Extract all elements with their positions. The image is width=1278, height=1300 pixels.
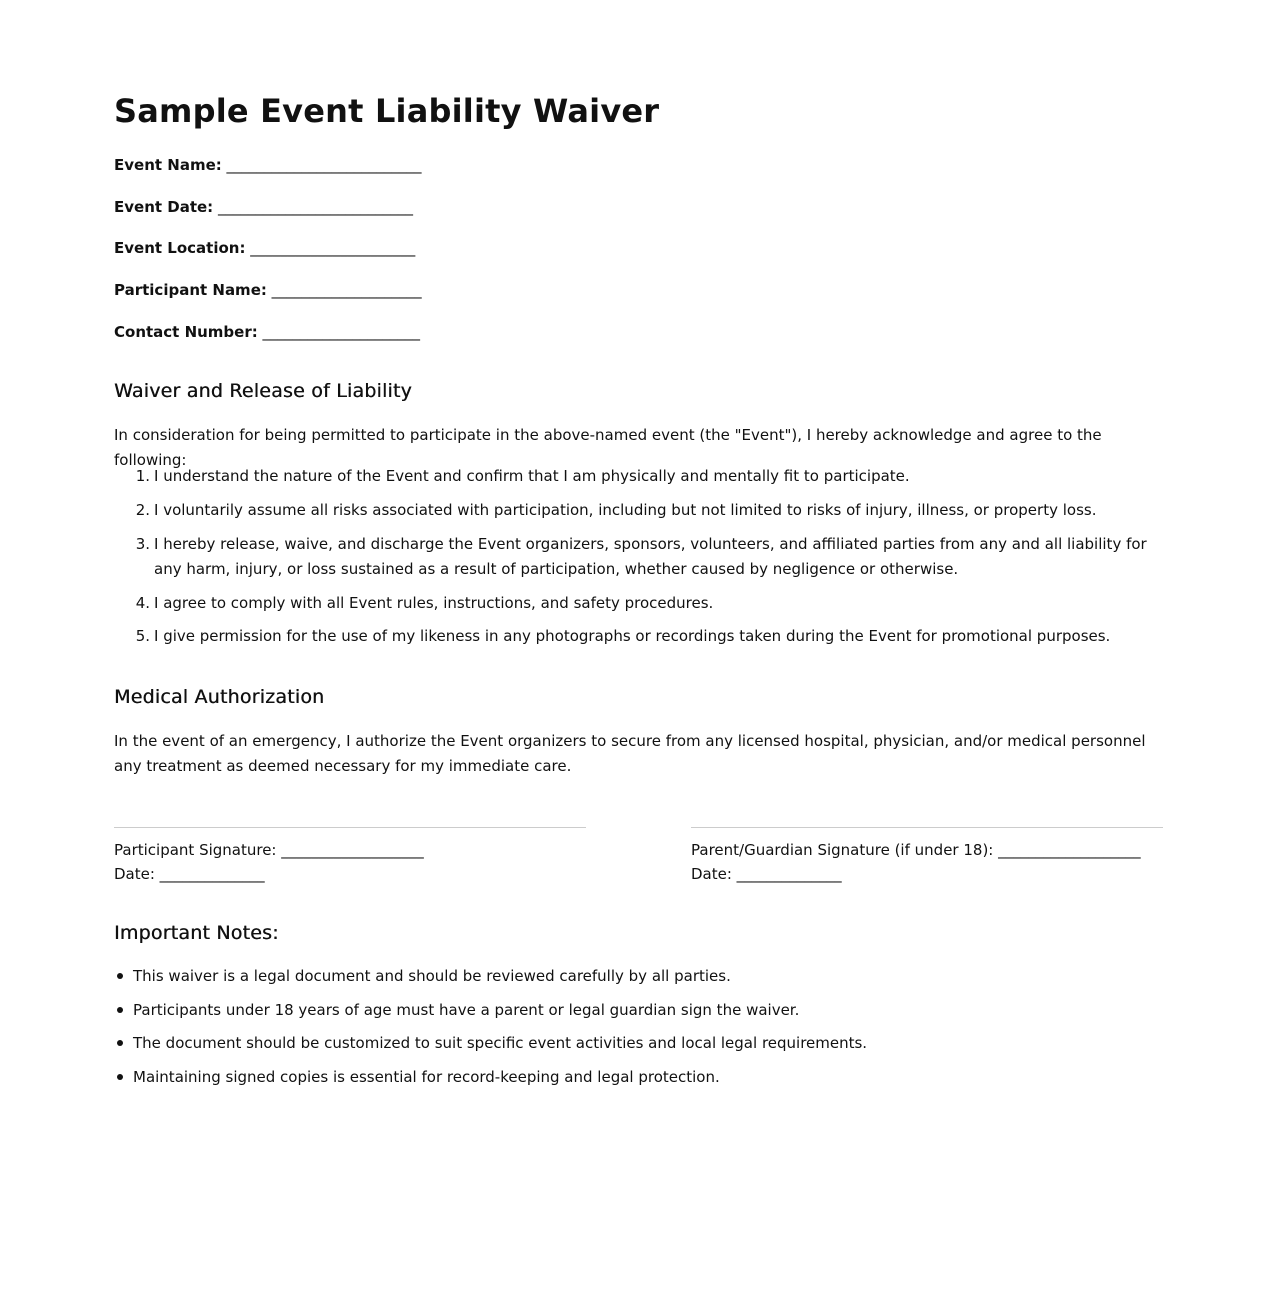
list-item-text: This waiver is a legal document and should be reviewed carefully by all parties. [133, 967, 731, 985]
list-item [133, 1065, 1133, 1090]
medical-heading: Medical Authorization [114, 686, 325, 708]
list-item-text: Maintaining signed copies is essential for record-keeping and legal protection. [133, 1068, 720, 1086]
list-item [133, 998, 1133, 1023]
waiver-heading: Waiver and Release of Liability [114, 380, 412, 402]
list-item-text: I understand the nature of the Event and confirm that I am physically and mentally fit to participate. [154, 467, 910, 485]
field-event-date [114, 197, 413, 217]
participant-signature-block [114, 827, 586, 886]
list-number: 1. [135, 467, 150, 485]
participant-date-line: Date: ______________ [114, 865, 265, 883]
list-item [135, 624, 1154, 649]
page-title: Sample Event Liability Waiver [114, 92, 660, 130]
bullet-icon [117, 1007, 123, 1013]
field-label: Participant Name: [114, 281, 267, 299]
participant-signature-line: Participant Signature: ___________________ [114, 841, 424, 859]
field-event-location [114, 238, 415, 258]
list-item [133, 1031, 1133, 1056]
notes-heading: Important Notes: [114, 922, 279, 944]
list-item [135, 532, 1154, 582]
field-blank: _____________________ [262, 323, 421, 341]
list-item-text: I agree to comply with all Event rules, instructions, and safety procedures. [154, 594, 714, 612]
list-item-text: The document should be customized to suit specific event activities and local legal requirements. [133, 1034, 868, 1052]
field-blank: ______________________ [250, 239, 416, 257]
medical-text: In the event of an emergency, I authorize the Event organizers to secure from any licensed hospital, physician, and/or medical personnel any treatment as deemed necessary for my immediate care. [114, 732, 1146, 775]
field-blank: __________________________ [226, 156, 422, 174]
list-item [135, 464, 1154, 489]
field-label: Event Name: [114, 156, 222, 174]
waiver-intro: In consideration for being permitted to participate in the above-named event (the "Event"), I hereby acknowledge and agree to the following: [114, 426, 1102, 469]
field-blank: ____________________ [271, 281, 422, 299]
bullet-icon [117, 1074, 123, 1080]
field-participant-name [114, 280, 422, 300]
list-item-text: I voluntarily assume all risks associated with participation, including but not limited to risks of injury, illness, or property loss. [154, 501, 1097, 519]
bullet-icon [117, 973, 123, 979]
field-contact-number [114, 322, 420, 342]
guardian-date-line: Date: ______________ [691, 865, 842, 883]
field-event-name [114, 155, 422, 175]
field-label: Contact Number: [114, 323, 258, 341]
guardian-signature-line: Parent/Guardian Signature (if under 18): ___________________ [691, 841, 1141, 859]
list-item [133, 964, 1133, 989]
list-item [135, 498, 1154, 523]
field-label: Event Date: [114, 198, 214, 216]
list-item-text: Participants under 18 years of age must have a parent or legal guardian sign the waiver. [133, 1001, 800, 1019]
bullet-icon [117, 1040, 123, 1046]
list-item [135, 591, 1154, 616]
list-item-text: I give permission for the use of my likeness in any photographs or recordings taken during the Event for promotional purposes. [154, 627, 1111, 645]
field-blank: __________________________ [217, 198, 413, 216]
list-number: 2. [135, 501, 150, 519]
guardian-signature-block [691, 827, 1163, 886]
field-label: Event Location: [114, 239, 246, 257]
list-number: 3. [135, 535, 150, 553]
list-number: 4. [135, 594, 150, 612]
list-number: 5. [135, 627, 150, 645]
list-item-text: I hereby release, waive, and discharge the Event organizers, sponsors, volunteers, and affiliated parties from any and all liability for any harm, injury, or loss sustained as a result of participation, whether caused by negligence or otherwise. [154, 535, 1147, 578]
